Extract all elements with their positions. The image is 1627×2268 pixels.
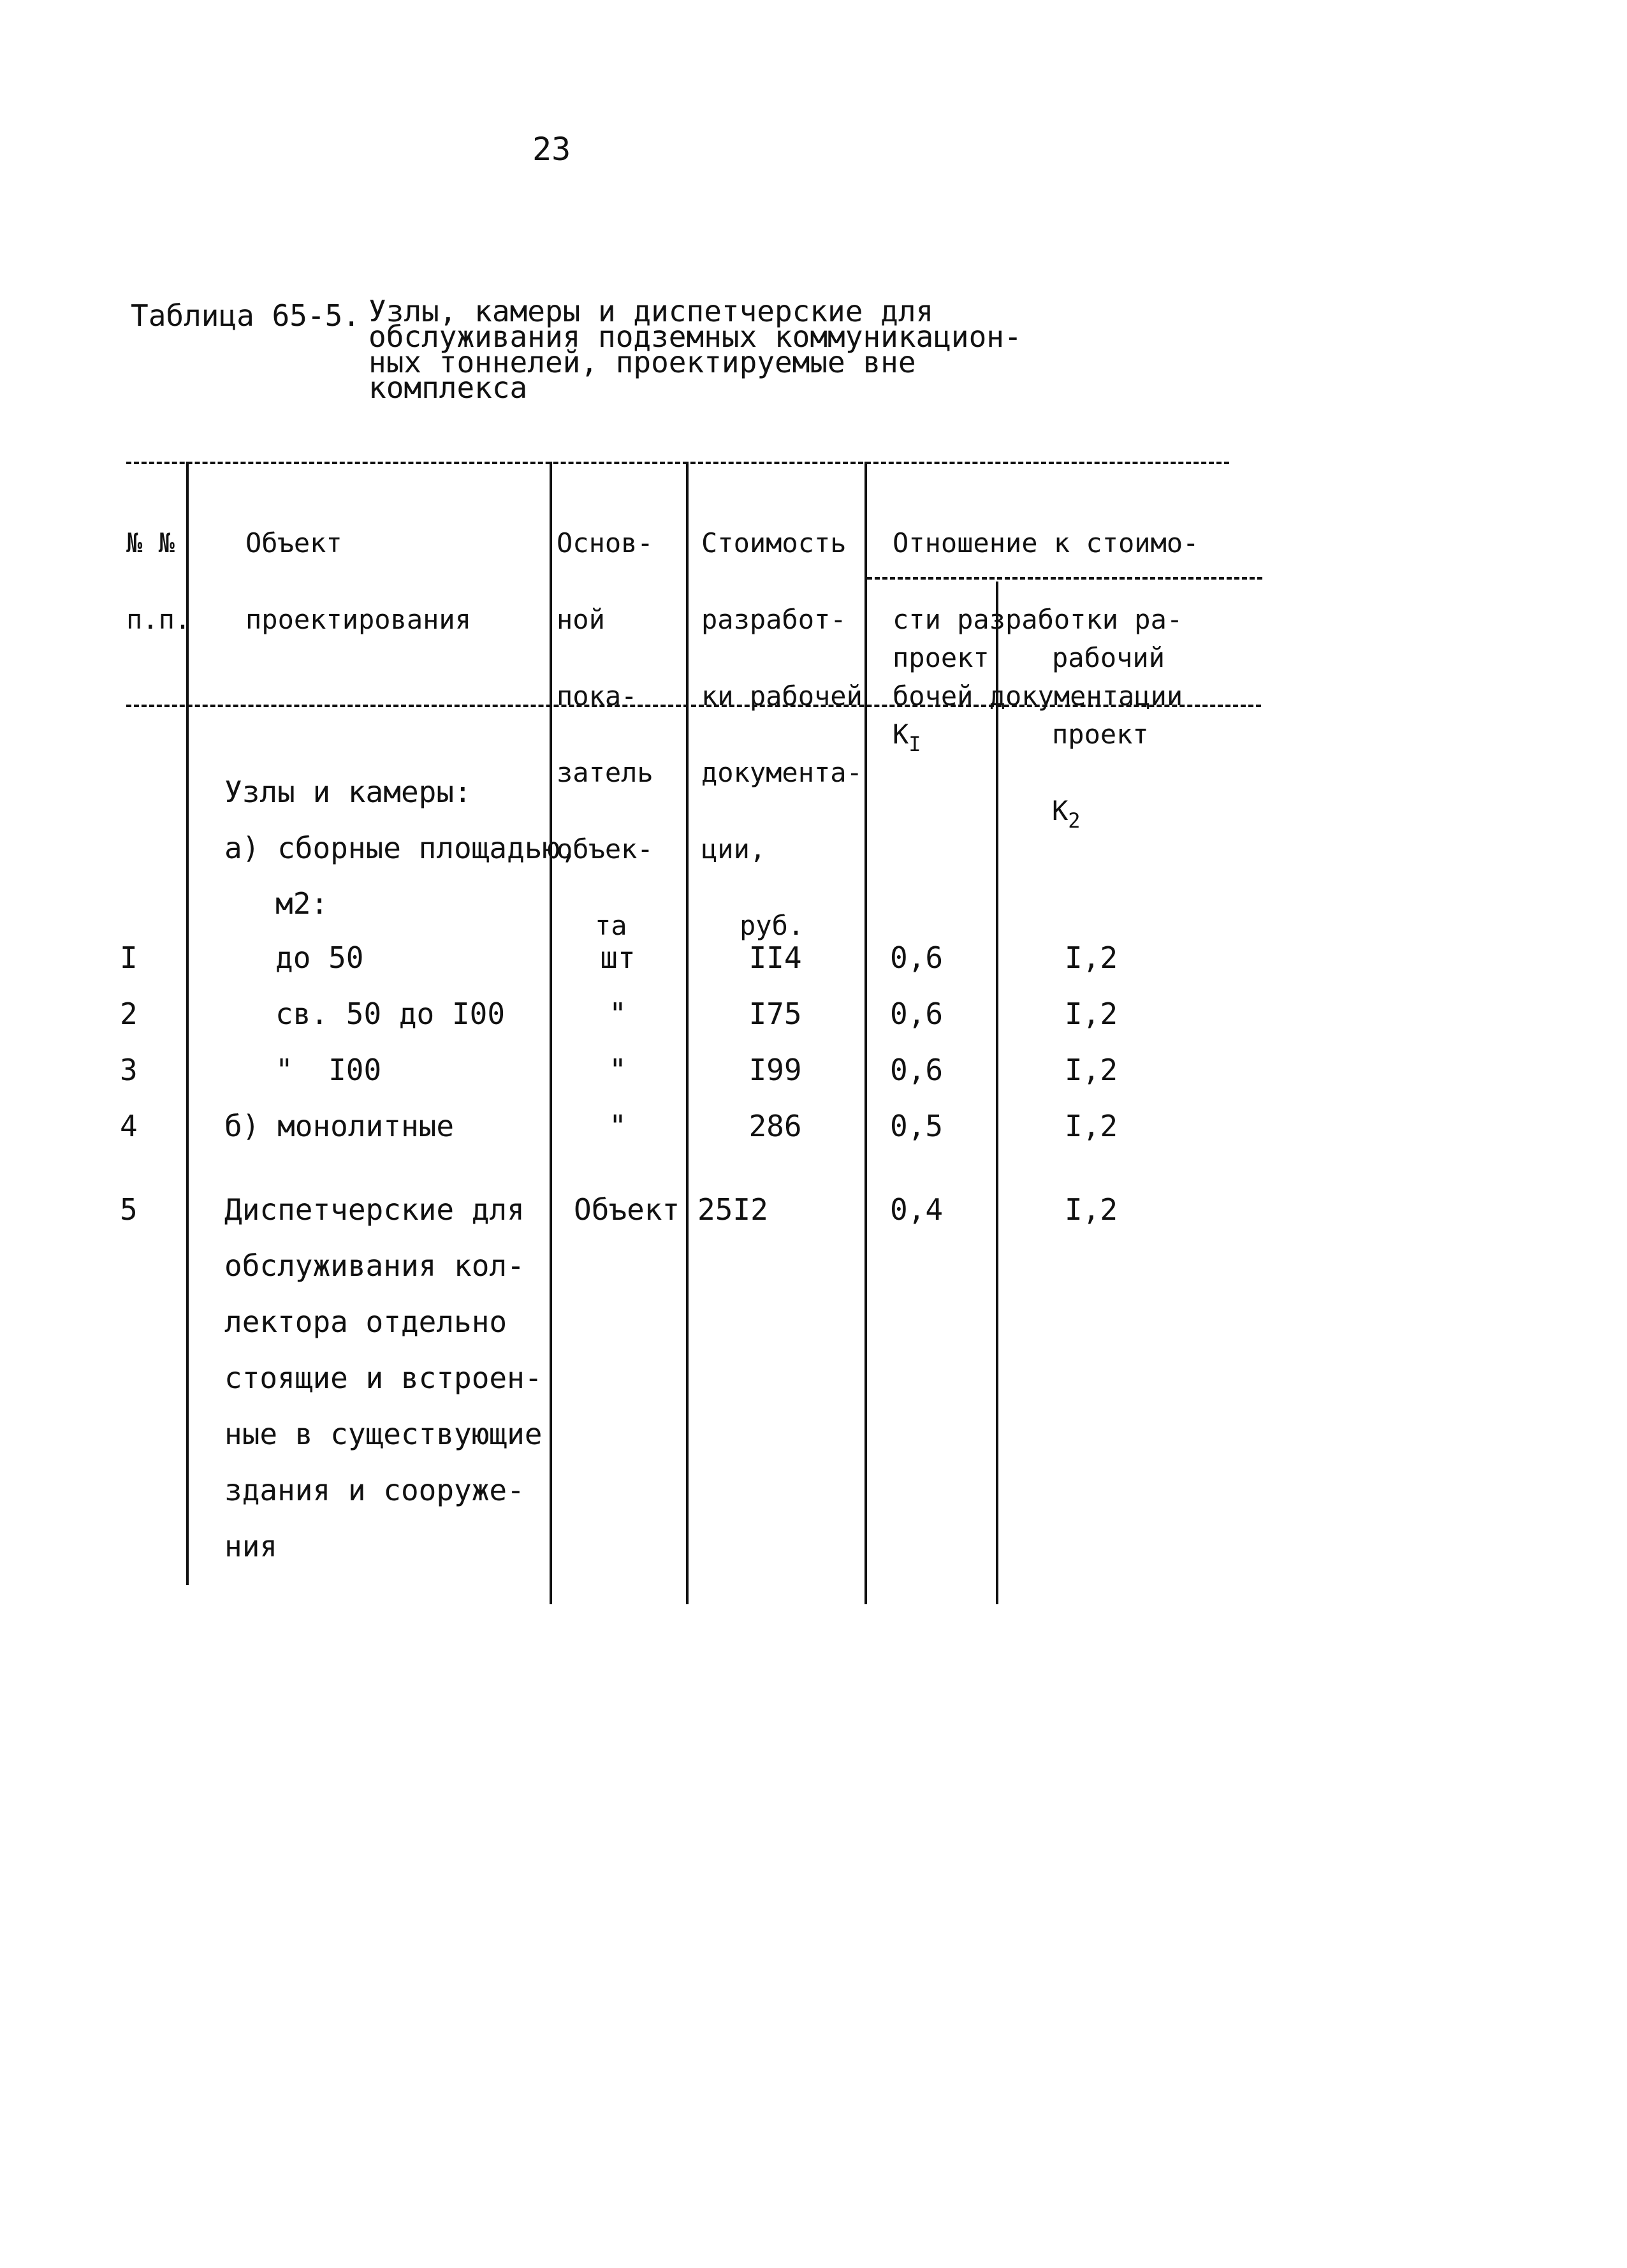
header-k1 [893,594,989,800]
header-ratio-line: Отношение к стоимо- [893,527,1199,559]
header-cost-line: ки рабочей [701,680,863,712]
row-num: 3 [120,1053,138,1087]
row-name-line: Диспетчерские для [224,1192,525,1227]
caption-line: обслуживания подземных коммуникацион- [368,319,1022,354]
caption-line: Узлы, камеры и диспетчерские для [368,294,934,328]
row-indicator: " [609,1053,627,1087]
header-cost-line: руб. [740,910,805,941]
header-k1-text: проект [893,642,989,673]
header-cost-line: документа- [701,757,863,788]
caption-prefix: Таблица 65-5. [131,298,361,333]
row-k1: 0,5 [890,1109,944,1143]
section-unit: м2: [275,886,329,921]
header-k2 [1052,594,1165,877]
row-k2: I,2 [1065,940,1118,975]
row-num: 2 [120,997,138,1031]
header-object-line: проектирования [245,604,472,635]
column-divider [686,462,689,1604]
row-name-line: стоящие и встроен- [224,1361,543,1395]
row-k1: 0,6 [890,1053,944,1087]
row-num: I [120,940,138,975]
row-k2: I,2 [1065,997,1118,1031]
header-cost-line: ции, [701,833,766,865]
row-name: до 50 [275,940,364,975]
header-num [126,479,191,684]
column-divider [865,462,867,1604]
row-name: б) монолитные [224,1109,455,1143]
row-name-line: ные в существующие [224,1417,543,1451]
row-cost: 25I2 [697,1192,768,1227]
row-cost: 286 [748,1109,802,1143]
row-indicator: Объект [574,1192,680,1227]
row-indicator: " [609,1109,627,1143]
row-name-line: ния [224,1529,278,1563]
header-indicator-line: та [595,910,627,941]
header-indicator-line: ной [557,604,605,635]
header-indicator-line: затель [557,757,653,788]
section-title: Узлы и камеры: [224,775,472,809]
header-k2-symbol: $К_2$ [1052,795,1081,833]
row-name: св. 50 до I00 [275,997,506,1031]
row-indicator: шт [600,940,636,975]
row-k1: 0,6 [890,997,944,1031]
caption-line: комплекса [368,370,528,405]
row-cost: I75 [748,997,802,1031]
header-num-line: п.п. [126,604,191,635]
row-k1: 0,6 [890,940,944,975]
row-name-line: лектора отдельно [224,1305,507,1339]
header-indicator-line: Основ- [557,527,653,559]
header-indicator-line: объек- [557,833,653,865]
header-ratio-line: сти разработки ра- [893,604,1183,635]
page-number: 23 [532,131,571,168]
header-cost-line: Стоимость [701,527,847,559]
header-ratio-line: бочей документации [893,680,1183,712]
header-indicator [557,479,653,990]
row-cost: I99 [748,1053,802,1087]
header-indicator-line: пока- [557,680,638,712]
header-num-line: № № [126,527,175,559]
row-k2: I,2 [1065,1053,1118,1087]
row-k1: 0,4 [890,1192,944,1227]
caption-line: ных тоннелей, проектируемые вне [368,345,916,379]
header-cost [701,479,863,990]
header-k1-symbol: $К_I$ [893,719,921,756]
row-k2: I,2 [1065,1192,1118,1227]
row-num: 5 [120,1192,138,1227]
row-name-line: обслуживания кол- [224,1248,525,1283]
header-object [245,479,471,684]
row-name-line: здания и сооруже- [224,1473,525,1507]
section-sub-a: а) сборные площадью, [224,831,578,865]
row-num: 4 [120,1109,138,1143]
top-rule [126,462,1229,464]
row-cost: II4 [748,940,802,975]
header-k2-line: рабочий [1052,642,1165,673]
header-object-line: Объект [245,527,342,559]
row-k2: I,2 [1065,1109,1118,1143]
header-k2-line: проект [1052,719,1149,750]
header-cost-line: разработ- [701,604,847,635]
row-name: " I00 [275,1053,382,1087]
column-divider [550,462,552,1604]
row-indicator: " [609,997,627,1031]
